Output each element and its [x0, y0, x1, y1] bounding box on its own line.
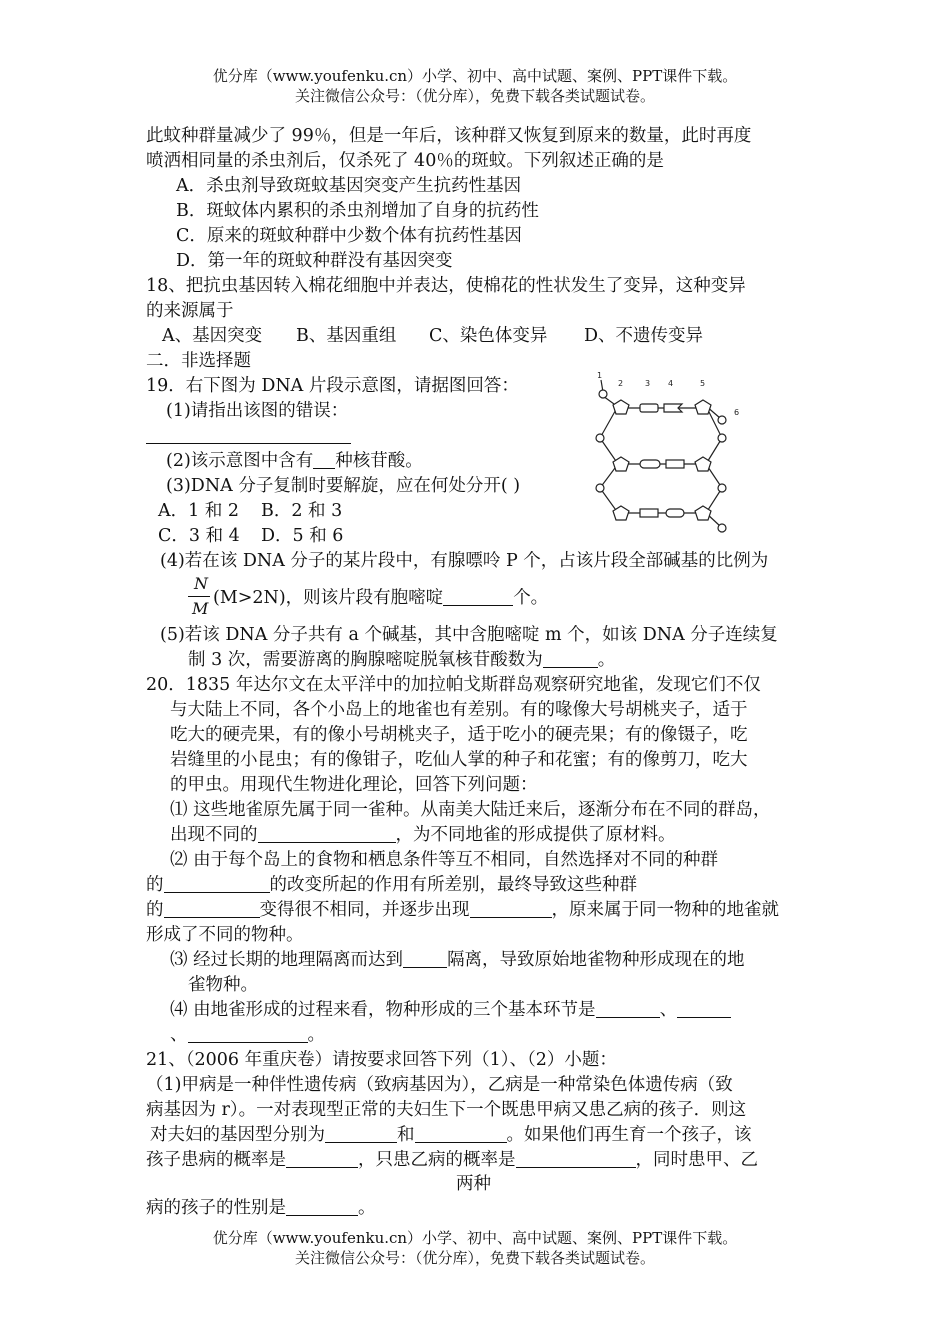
q19-part-1: (1)请指出该图的错误：: [166, 401, 349, 421]
q20-sub-2-text-e: ，原来属于同一物种的地雀就: [551, 900, 779, 920]
q19-part-5-text: 制 3 次，需要游离的胸腺嘧啶脱氧核苷酸数为: [188, 650, 543, 670]
q17-line-2: 喷洒相同量的杀虫剂后，仅杀死了 40％的斑蚊。下列叙述正确的是: [146, 151, 664, 171]
q19-part-2-blank: [313, 450, 335, 469]
q17-option-c: C．原来的斑蚊种群中少数个体有抗药性基因: [176, 226, 522, 246]
q20-sub-2-text-b: 的改变所起的作用有所差别，最终导致这些种群: [269, 875, 637, 895]
q21-line-1: 21、（2006 年重庆卷）请按要求回答下列（1）、（2）小题：: [146, 1050, 617, 1070]
q20-sub-1-line-1: ⑴ 这些地雀原先属于同一雀种。从南美大陆迁来后，逐渐分布在不同的群岛，: [170, 800, 771, 820]
q20-sub-3-line-2: 雀物种。: [188, 975, 258, 995]
q20-line-5: 的甲虫。用现代生物进化理论，回答下列问题：: [170, 775, 538, 795]
q20-sub-4-blank-3: [188, 1024, 308, 1043]
q17-option-a: A．杀虫剂导致斑蚊基因突变产生抗药性基因: [176, 176, 522, 196]
q20-sub-2-text-c: 的: [146, 900, 164, 920]
q19-part-5-blank: [543, 649, 598, 668]
diagram-label-6: 6: [734, 408, 740, 417]
q20-sub-2-blank-1: [164, 874, 270, 893]
q17-option-d: D．第一年的斑蚊种群没有基因突变: [176, 251, 453, 271]
q21-line-5-text-b: ，只患乙病的概率是: [358, 1150, 516, 1170]
q20-line-2: 与大陆上不同，各个小岛上的地雀也有差别。有的喙像大号胡桃夹子，适于: [170, 700, 748, 720]
q18-option-a: A、基因突变: [162, 326, 263, 346]
q19-option-d: D．5 和 6: [261, 526, 344, 546]
fraction-numerator: N: [194, 574, 208, 593]
q20-sub-4-text-a: ⑷ 由地雀形成的过程来看，物种形成的三个基本环节是: [170, 1000, 596, 1020]
q20-sub-2-line-2: [146, 873, 637, 897]
q21-blank-4: [516, 1149, 636, 1168]
footer-line-1: 优分库（www.youfenku.cn）小学、初中、高中试题、案例、PPT课件下载。: [212, 1229, 738, 1247]
q20-sub-2-blank-2: [164, 899, 260, 918]
q20-sub-4-text-c: 、: [170, 1025, 188, 1045]
q21-line-4-text-c: 。如果他们再生育一个孩子，该: [506, 1125, 752, 1145]
q21-line-3: 病基因为 r）。一对表现型正常的夫妇生下一个既患甲病又患乙病的孩子．则这: [146, 1100, 747, 1120]
q21-line-7-text-b: 。: [358, 1198, 376, 1218]
q20-line-1: 20．1835 年达尔文在太平洋中的加拉帕戈斯群岛观察研究地雀，发现它们不仅: [146, 675, 761, 695]
q19-part-5-end: 。: [597, 650, 616, 670]
q19-part-2-text-b: 种核苷酸。: [335, 451, 423, 471]
q21-line-7-text-a: 病的孩子的性别是: [146, 1198, 286, 1218]
q20-sub-4-line-2: [170, 1023, 325, 1047]
q20-sub-1-text-b: ，为不同地雀的形成提供了原材料。: [395, 825, 676, 845]
q21-line-5-text-a: 孩子患病的概率是: [146, 1150, 286, 1170]
q20-sub-2-text-d: 变得很不相同，并逐步出现: [259, 900, 470, 920]
q21-line-4-text-a: 对夫妇的基因型分别为: [150, 1125, 325, 1145]
q21-blank-3: [286, 1149, 358, 1168]
q19-part-3: (3)DNA 分子复制时要解旋，应在何处分开( ): [166, 476, 521, 496]
q20-sub-1-blank: [258, 824, 396, 843]
q20-sub-2-line-4: 形成了不同的物种。: [146, 925, 304, 945]
q18-option-d: D、不遗传变异: [584, 326, 704, 346]
q20-line-3: 吃大的硬壳果，有的像小号胡桃夹子，适于吃小的硬壳果；有的像镊子，吃: [170, 725, 748, 745]
q20-sub-4-text-b: 、: [659, 1000, 678, 1020]
q19-stem: 19．右下图为 DNA 片段示意图，请据图回答：: [146, 376, 519, 396]
q19-part-2-text-a: (2)该示意图中含有: [166, 451, 314, 471]
q19-part-5-line-2: [188, 648, 615, 672]
q21-blank-2: [415, 1124, 507, 1143]
q20-sub-3-text-b: 隔离，导致原始地雀物种形成现在的地: [447, 950, 745, 970]
q19-part-4-text: (M>2N)，则该片段有胞嘧啶: [213, 588, 444, 608]
q20-sub-2-line-1: ⑵ 由于每个岛上的食物和栖息条件等互不相同，自然选择对不同的种群: [170, 850, 719, 870]
q20-sub-1-line-2: [170, 823, 676, 847]
q21-blank-5: [286, 1197, 358, 1216]
diagram-label-4: 4: [668, 379, 674, 388]
q19-part-4-end: 个。: [513, 588, 549, 608]
diagram-label-1: 1: [597, 371, 603, 380]
q20-sub-2-text-a: 的: [146, 875, 164, 895]
q21-line-4: [150, 1123, 752, 1147]
q20-sub-4-blank-2: [677, 999, 731, 1018]
section-heading: 二．非选择题: [146, 351, 251, 371]
q19-option-a: A．1 和 2: [158, 501, 240, 521]
diagram-label-2: 2: [618, 379, 624, 388]
q21-line-5-text-c: ，同时患甲、乙: [635, 1150, 758, 1170]
q21-blank-1: [325, 1124, 397, 1143]
q21-line-7: [146, 1196, 376, 1220]
q21-line-6: 两种: [456, 1174, 491, 1194]
q21-line-4-text-b: 和: [397, 1125, 415, 1145]
q17-line-1: 此蚊种群量减少了 99％，但是一年后，该种群又恢复到原来的数量，此时再度: [146, 126, 752, 146]
footer-line-2: 关注微信公众号：（优分库），免费下载各类试题试卷。: [294, 1249, 655, 1267]
q21-line-5: [146, 1148, 758, 1172]
q18-line-2: 的来源属于: [146, 301, 234, 321]
q20-sub-3-text-a: ⑶ 经过长期的地理隔离而达到: [170, 950, 404, 970]
header-line-2: 关注微信公众号：（优分库），免费下载各类试题试卷。: [294, 87, 655, 105]
q20-sub-2-blank-3: [470, 899, 552, 918]
q20-sub-3-blank: [403, 949, 447, 968]
q17-option-b: B．斑蚊体内累积的杀虫剂增加了自身的抗药性: [176, 201, 539, 221]
q19-option-b: B．2 和 3: [261, 501, 343, 521]
q20-sub-4-blank-1: [596, 999, 660, 1018]
q18-option-c: C、染色体变异: [429, 326, 548, 346]
q20-sub-1-text-a: 出现不同的: [170, 825, 258, 845]
q19-part-4-line-1: (4)若在该 DNA 分子的某片段中，有腺嘌呤 P 个，占该片段全部碱基的比例为: [160, 551, 769, 571]
q20-sub-4-text-d: 。: [307, 1025, 325, 1045]
q19-part-5-line-1: (5)若该 DNA 分子共有 a 个碱基，其中含胞嘧啶 m 个，如该 DNA 分子连续复: [160, 625, 778, 645]
q18-option-b: B、基因重组: [296, 326, 397, 346]
diagram-label-3: 3: [645, 379, 651, 388]
q21-line-2: （1)甲病是一种伴性遗传病（致病基因为），乙病是一种常染色体遗传病（致: [146, 1075, 733, 1095]
q19-option-c: C．3 和 4: [158, 526, 240, 546]
q20-line-4: 岩缝里的小昆虫；有的像钳子，吃仙人掌的种子和花蜜；有的像剪刀，吃大: [170, 750, 748, 770]
q19-part-2: [166, 449, 423, 473]
fraction-bar: [188, 596, 210, 597]
q19-part-4-line-2: [213, 586, 548, 610]
q18-line-1: 18、把抗虫基因转入棉花细胞中并表达，使棉花的性状发生了变异，这种变异: [146, 276, 746, 296]
header-line-1: 优分库（www.youfenku.cn）小学、初中、高中试题、案例、PPT课件下载。: [212, 67, 738, 85]
q19-part-4-blank: [443, 587, 513, 606]
q20-sub-4-line-1: [170, 998, 731, 1022]
q20-sub-3-line-1: [170, 948, 745, 972]
diagram-label-5: 5: [700, 379, 706, 388]
q20-sub-2-line-3: [146, 898, 779, 922]
dna-fragment-diagram: [588, 368, 748, 550]
q19-part-1-answer-blank: [146, 424, 351, 448]
fraction-denominator: M: [192, 599, 209, 618]
